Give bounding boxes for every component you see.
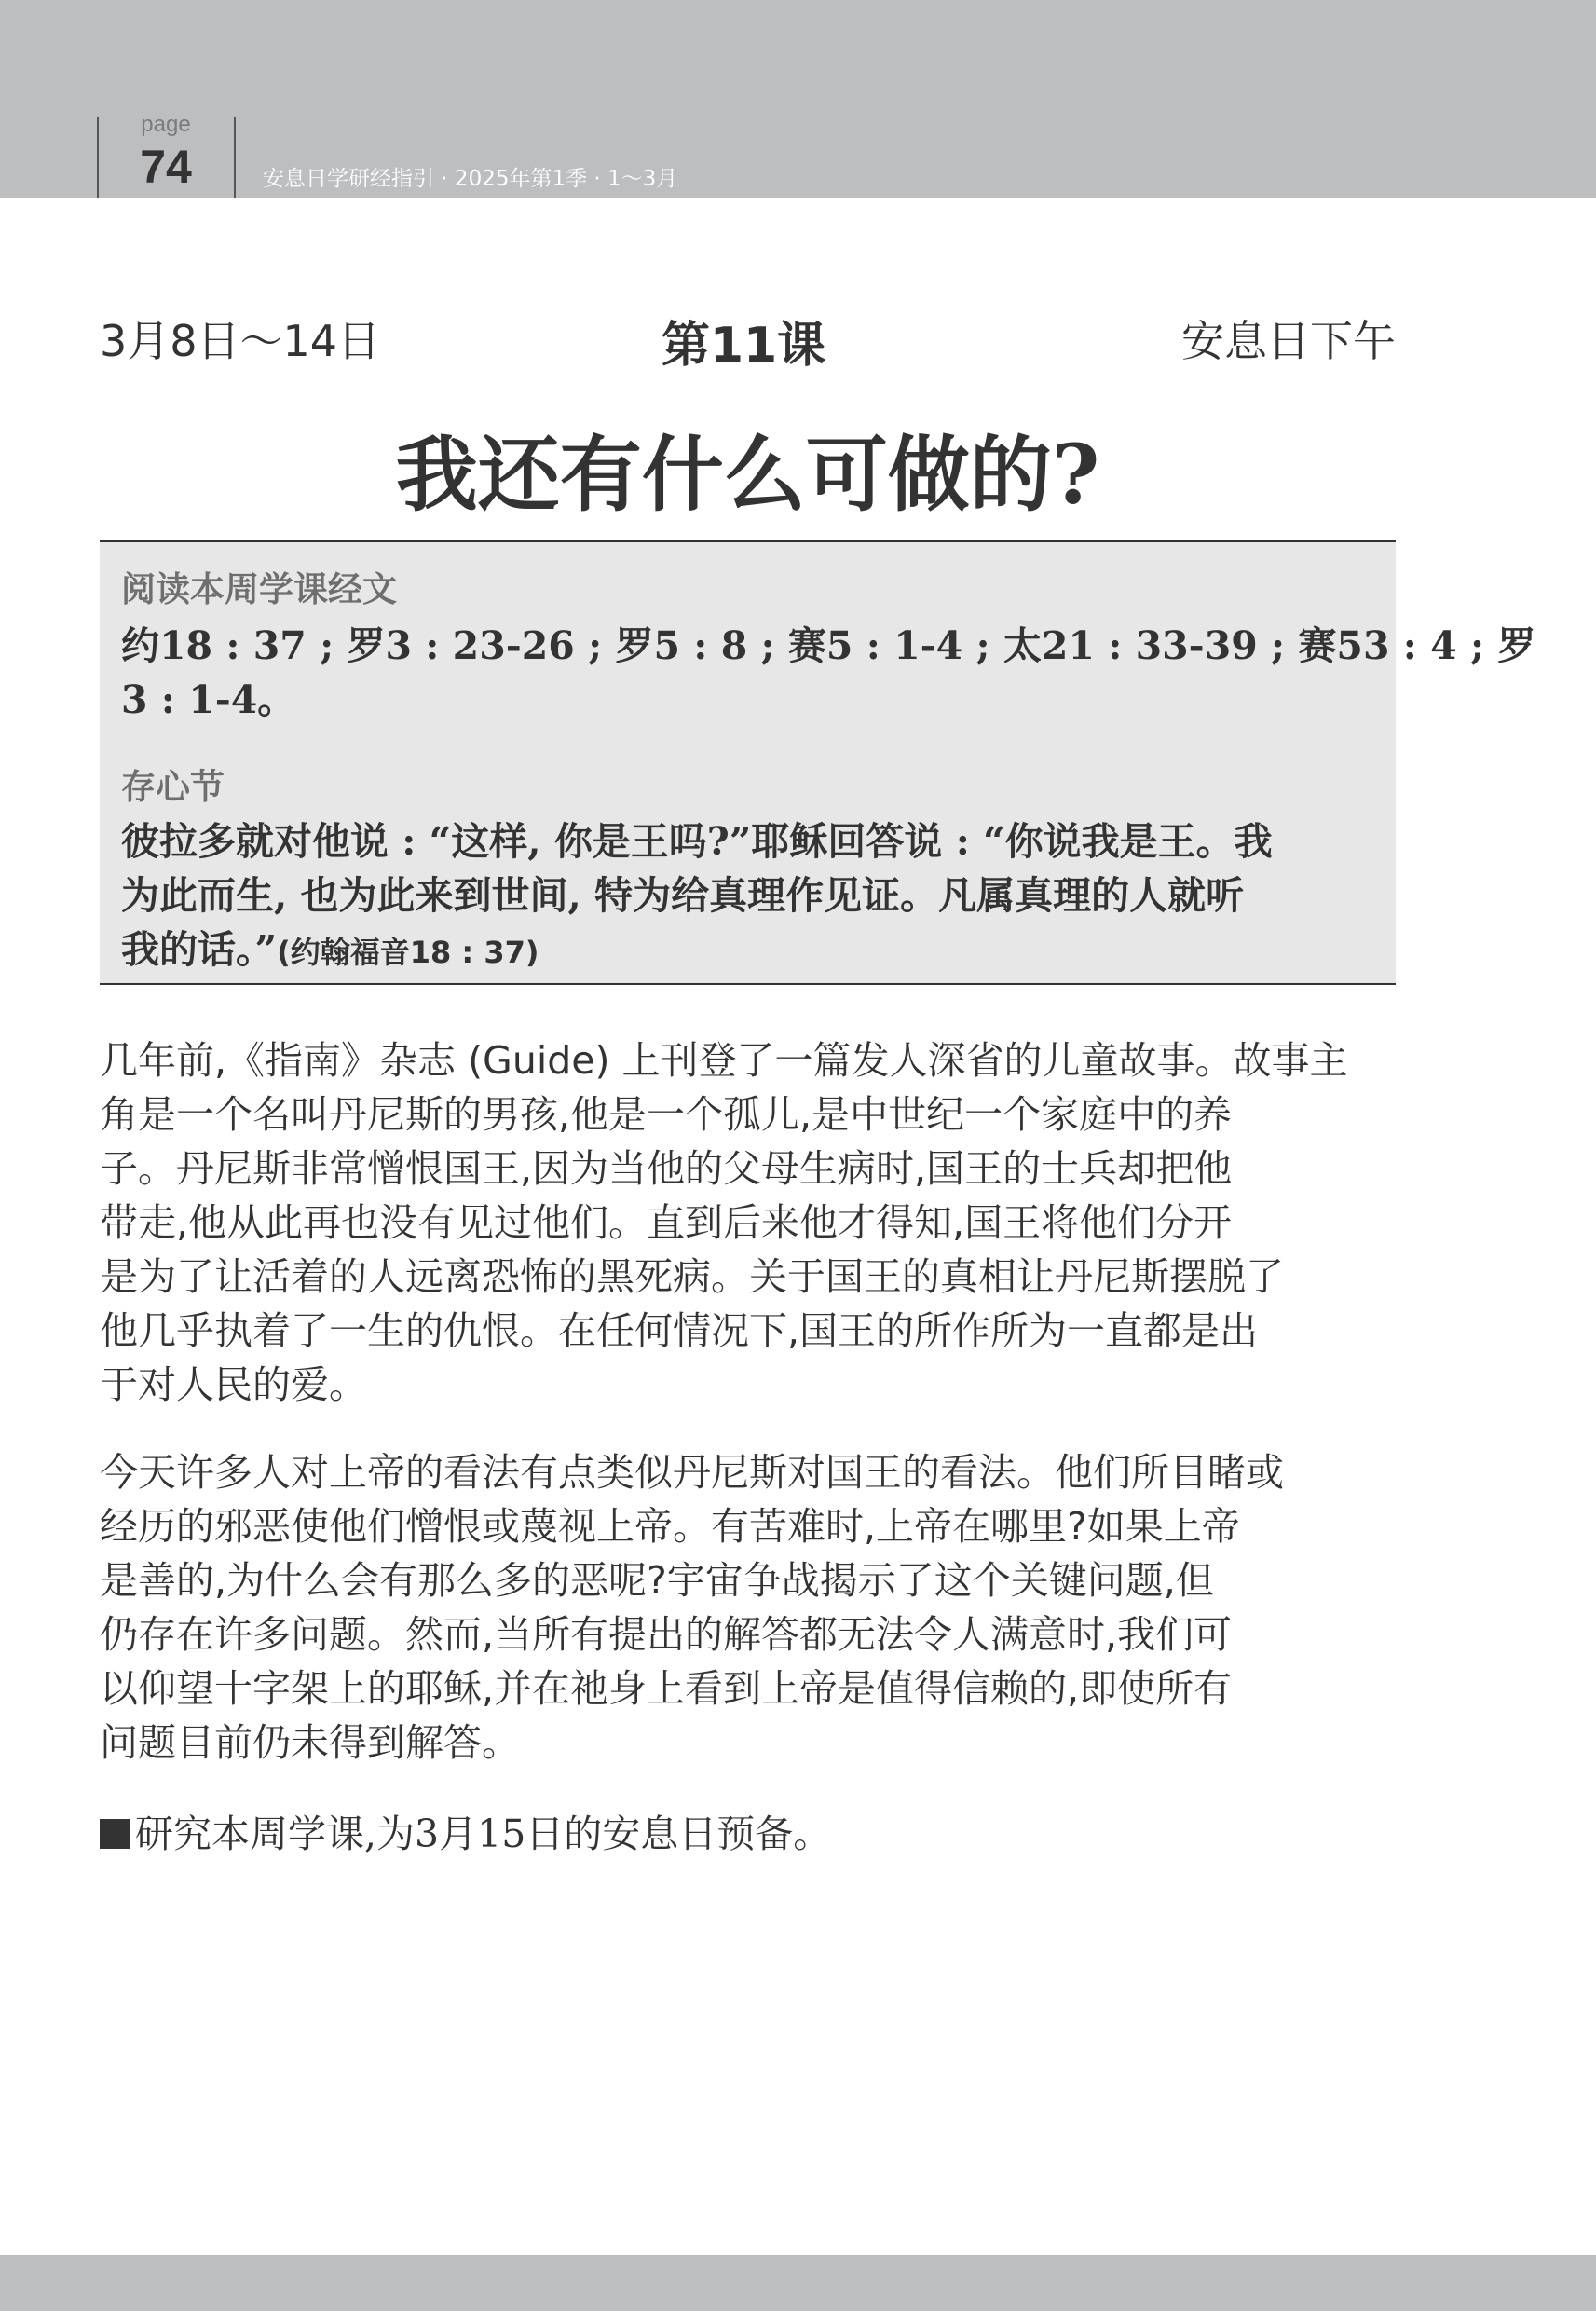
lesson-date-range: 3月8日～14日 [100, 316, 381, 366]
closing-note-text: 研究本周学课,为3月15日的安息日预备。 [135, 1812, 832, 1856]
paragraph-1-line-2: 角是一个名叫丹尼斯的男孩,他是一个孤儿,是中世纪一个家庭中的养 [100, 1092, 1233, 1137]
paragraph-2-line-1: 今天许多人对上帝的看法有点类似丹尼斯对国王的看法。他们所目睹或 [100, 1450, 1284, 1495]
day-label: 安息日下午 [1181, 316, 1396, 366]
closing-note [100, 1803, 831, 1858]
footer-band [0, 2255, 1596, 2311]
lesson-title: 我还有什么可做的? [395, 426, 1100, 523]
page-number: 74 [140, 141, 192, 193]
memory-verse-line-3 [121, 919, 539, 974]
paragraph-2-line-2: 经历的邪恶使他们憎恨或蔑视上帝。有苦难时,上帝在哪里?如果上帝 [100, 1504, 1240, 1549]
memory-verse-reference: (约翰福音18 : 37) [277, 935, 539, 970]
paragraph-2-line-3: 是善的,为什么会有那么多的恶呢?宇宙争战揭示了这个关键问题,但 [100, 1558, 1214, 1603]
square-bullet-icon [100, 1819, 130, 1849]
memory-verse-text-end: 我的话。” [121, 927, 278, 972]
paragraph-1-line-4: 带走,他从此再也没有见过他们。直到后来他才得知,国王将他们分开 [100, 1200, 1233, 1245]
reading-line-2: 3 : 1-4。 [121, 677, 296, 722]
paragraph-1-line-6: 他几乎执着了一生的仇恨。在任何情况下,国王的所作所为一直都是出 [100, 1308, 1259, 1353]
running-header: 安息日学研经指引 · 2025年第1季 · 1～3月 [263, 167, 678, 191]
paragraph-1-line-5: 是为了让活着的人远离恐怖的黑死病。关于国王的真相让丹尼斯摆脱了 [100, 1254, 1284, 1299]
memory-verse-line-2: 为此而生, 也为此来到世间, 特为给真理作见证。凡属真理的人就听 [121, 873, 1245, 918]
reading-heading: 阅读本周学课经文 [121, 569, 397, 609]
paragraph-2-line-4: 仍存在许多问题。然而,当所有提出的解答都无法令人满意时,我们可 [100, 1612, 1233, 1657]
paragraph-1-line-7: 于对人民的爱。 [100, 1362, 367, 1407]
paragraph-2-line-5: 以仰望十字架上的耶稣,并在祂身上看到上帝是值得信赖的,即使所有 [100, 1666, 1233, 1711]
reading-line-1: 约18 : 37 ; 罗3 : 23-26 ; 罗5 : 8 ; 赛5 : 1-4 ; 太21 : 33-39 ; 赛53 : 4 ; 罗 [121, 623, 1536, 668]
memory-verse-line-1: 彼拉多就对他说 : “这样, 你是王吗?”耶稣回答说 : “你说我是王。我 [121, 819, 1273, 864]
header-divider-right [234, 117, 236, 198]
paragraph-1-line-1: 几年前,《指南》杂志 (Guide) 上刊登了一篇发人深省的儿童故事。故事主 [100, 1038, 1348, 1083]
page-label: page [141, 112, 191, 137]
reading-box [100, 540, 1536, 985]
header-divider-left [97, 117, 99, 198]
paragraph-1-line-3: 子。丹尼斯非常憎恨国王,因为当他的父母生病时,国王的士兵却把他 [100, 1146, 1233, 1191]
header-band [0, 0, 1596, 198]
memory-verse-heading: 存心节 [121, 767, 225, 807]
lesson-number: 第11课 [661, 318, 826, 374]
paragraph-2-line-6: 问题目前仍未得到解答。 [100, 1720, 520, 1765]
